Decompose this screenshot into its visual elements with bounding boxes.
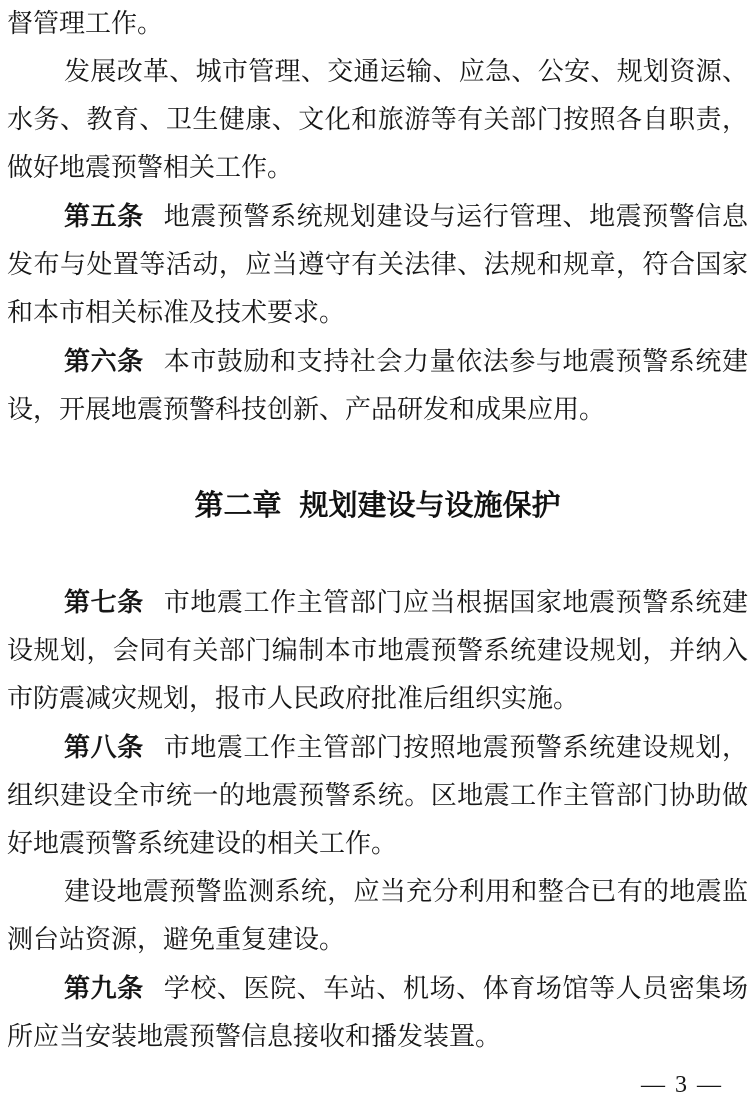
page-number: — 3 — <box>641 1072 723 1098</box>
article-8-text: 市地震工作主管部门按照地震预警系统建设规划，组织建设全市统一的地震预警系统。区地震工作主管部门协助做好地震预警系统建设的相关工作。 <box>7 733 748 858</box>
paragraph-continuation: 督管理工作。 <box>7 9 164 38</box>
article-5-number: 第五条 <box>64 201 144 231</box>
chapter-label: 第二章 <box>194 490 282 522</box>
article-6 <box>7 337 748 434</box>
article-9-text: 学校、医院、车站、机场、体育场馆等人员密集场所应当安装地震预警信息接收和播发装置。 <box>7 974 748 1051</box>
article-9 <box>7 964 748 1061</box>
article-6-text: 本市鼓励和支持社会力量依法参与地震预警系统建设，开展地震预警科技创新、产品研发和成果应用。 <box>7 347 748 424</box>
chapter-heading <box>7 482 748 530</box>
paragraph-monitoring-stations: 建设地震预警监测系统，应当充分利用和整合已有的地震监测台站资源，避免重复建设。 <box>7 877 748 954</box>
article-5 <box>7 192 748 337</box>
article-8 <box>7 723 748 868</box>
article-7 <box>7 578 748 723</box>
article-7-text: 市地震工作主管部门应当根据国家地震预警系统建设规划，会同有关部门编制本市地震预警系统建设规划，并纳入市防震减灾规划，报市人民政府批准后组织实施。 <box>7 588 748 713</box>
chapter-title: 规划建设与设施保护 <box>299 490 561 522</box>
paragraph-departments: 发展改革、城市管理、交通运输、应急、公安、规划资源、水务、教育、卫生健康、文化和旅游等有关部门按照各自职责，做好地震预警相关工作。 <box>7 57 748 182</box>
article-9-number: 第九条 <box>64 973 144 1003</box>
article-7-number: 第七条 <box>64 587 144 617</box>
article-6-number: 第六条 <box>64 346 144 376</box>
article-8-number: 第八条 <box>64 732 144 762</box>
article-5-text: 地震预警系统规划建设与运行管理、地震预警信息发布与处置等活动，应当遵守有关法律、法规和规章，符合国家和本市相关标准及技术要求。 <box>7 202 748 327</box>
